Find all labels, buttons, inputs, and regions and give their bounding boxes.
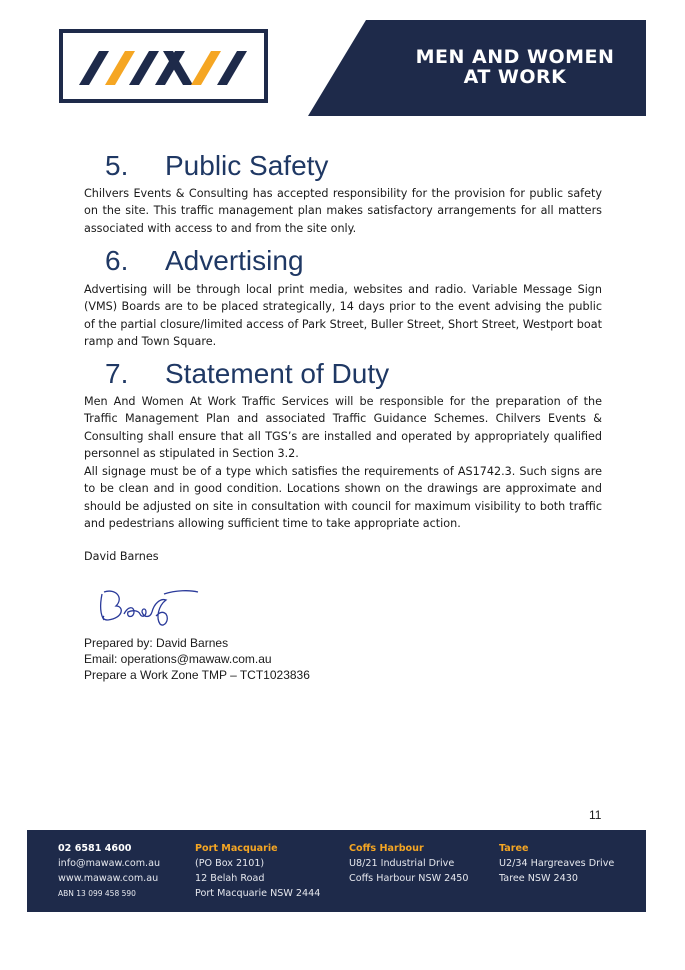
signature-image [94,584,204,628]
brand-line-2: AT WORK [463,66,567,88]
footer-office-port-macquarie [195,841,320,901]
contact-email: Email: operations@mawaw.com.au [84,652,272,666]
section-title: Statement of Duty [165,358,390,389]
section-heading-public-safety [105,150,328,182]
company-logo [59,29,268,103]
section-heading-statement-of-duty [105,358,389,390]
section-title: Advertising [165,245,304,276]
statement-of-duty-paragraph-2: All signage must be of a type which satisfies the requirements of AS1742.3. Such signs are to be clean and in good condition. Locations shown on the drawings are approximate and should be adjusted on site in consultation with council for maximum visibility to both traffic and pedestrians allowing sufficient time to take appropriate action. [84,465,602,531]
footer-office-coffs-harbour [349,841,469,886]
footer-office-taree [499,841,614,886]
section-number: 7. [105,358,129,389]
footer-abn: ABN 13 099 458 590 [58,889,136,898]
office-address-line: 12 Belah Road [195,873,265,884]
maw-logo-icon [71,39,261,95]
footer-website: www.mawaw.com.au [58,873,159,884]
statement-of-duty-paragraph-1: Men And Women At Work Traffic Services will be responsible for the preparation of the Traffic Management Plan and associated Traffic Guidance Schemes. Chilvers Events & Consulting shall ensure that all TGS’s are installed and operated by appropriately qualified personnel as stipulated in Section 3.2. [84,395,602,461]
office-name: Port Macquarie [195,843,278,854]
footer-phone: 02 6581 4600 [58,843,132,854]
office-address-line: Taree NSW 2430 [499,873,578,884]
office-address-line: (PO Box 2101) [195,858,265,869]
office-address-line: Coffs Harbour NSW 2450 [349,873,469,884]
advertising-paragraph: Advertising will be through local print media, websites and radio. Variable Message Sign (VMS) Boards are to be placed strategically, 14 days prior to the event advising the public of the partial closure/limited access of Park Street, Buller Street, Short Street, Westport boat ramp and Town Square. [84,283,602,349]
section-title: Public Safety [165,150,329,181]
office-address-line: Port Macquarie NSW 2444 [195,888,321,899]
office-address-line: U2/34 Hargreaves Drive [499,858,615,869]
office-name: Taree [499,843,529,854]
section-heading-advertising [105,245,304,277]
footer-email: info@mawaw.com.au [58,858,161,869]
footer-contact [58,841,160,901]
tmp-reference: Prepare a Work Zone TMP – TCT1023836 [84,668,310,682]
brand-banner [308,20,646,116]
office-name: Coffs Harbour [349,843,424,854]
office-address-line: U8/21 Industrial Drive [349,858,455,869]
section-number: 6. [105,245,129,276]
brand-wordmark [400,47,630,87]
footer-bar [27,830,646,912]
brand-line-1: MEN AND WOMEN [415,46,615,68]
page-number: 11 [589,808,602,822]
public-safety-paragraph: Chilvers Events & Consulting has accepted responsibility for the provision for public safety on the site. This traffic management plan makes satisfactory arrangements for all matters associated with access to and from the site only. [84,187,602,235]
section-number: 5. [105,150,129,181]
signatory-name: David Barnes [84,550,159,563]
prepared-by: Prepared by: David Barnes [84,636,229,650]
